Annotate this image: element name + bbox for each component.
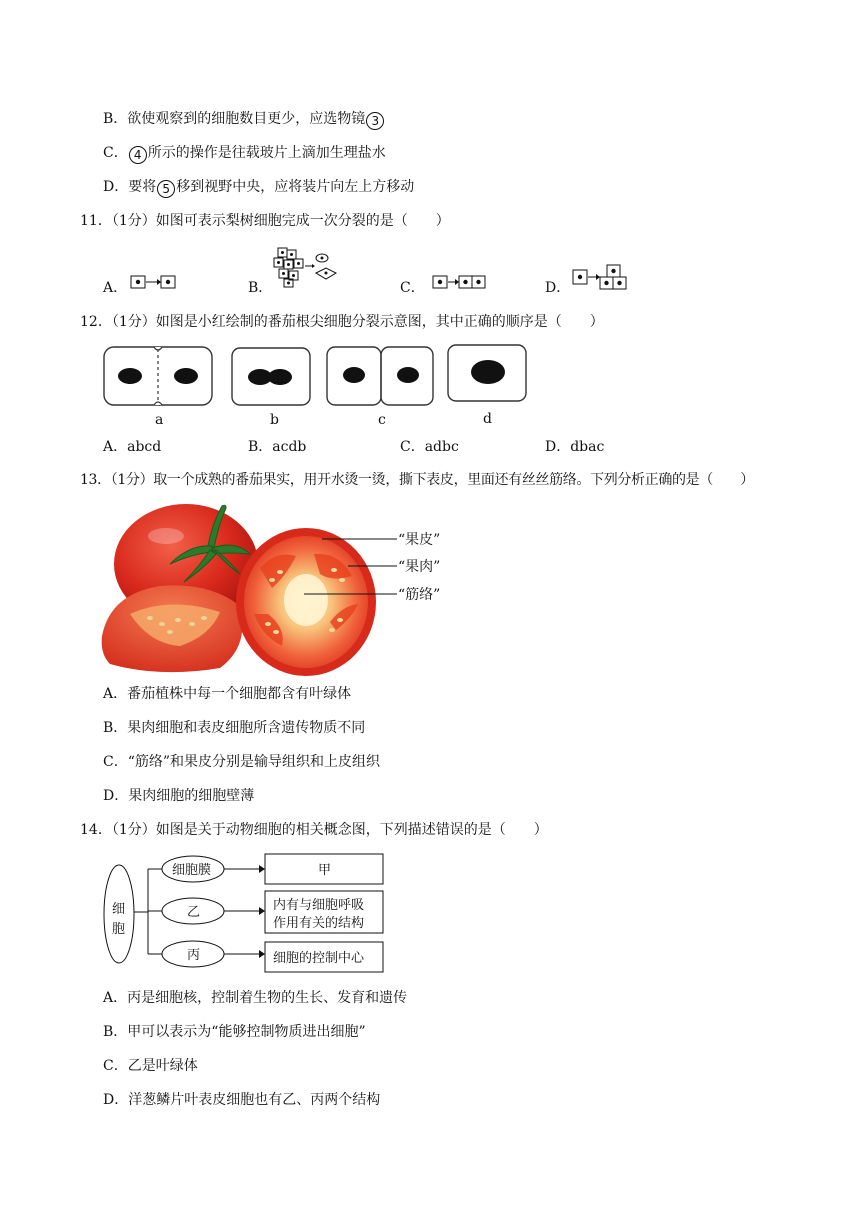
q13-stem: 13．（1分）取一个成熟的番茄果实，用开水烫一烫，撕下表皮，里面还有丝丝筋络。下列分析正确的是（ ） [80,472,754,488]
box-respiration-line2: 作用有关的结构 [273,916,365,931]
q14-concept-map [100,850,400,980]
q11-stem: 11．（1分）如图可表示梨树细胞完成一次分裂的是（ ） [80,213,450,229]
q11-option-b-figure [270,246,340,288]
q14-option-c: C．乙是叶绿体 [103,1058,198,1074]
root-char-2: 胞 [112,922,126,937]
q10-option-d-prefix: D．要将 [103,179,157,195]
q11-option-c-label: C． [400,280,425,296]
q12-cell-d [448,345,526,401]
q10-option-b [103,109,385,130]
box-jia-label: 甲 [318,863,332,878]
node-cell-membrane-label: 细胞膜 [172,863,212,878]
q11-option-d-label: D． [545,280,571,296]
q10-option-c-text: 所示的操作是往载玻片上滴加生理盐水 [147,145,386,161]
q12-option-a: A．abcd [103,439,162,455]
q12-label-d: d [483,411,492,427]
q12-label-b: b [270,412,279,428]
circled-number-4: 4 [129,146,147,164]
q14-stem: 14．（1分）如图是关于动物细胞的相关概念图，下列描述错误的是（ ） [80,822,548,838]
box-respiration-line1: 内有与细胞呼吸 [273,898,365,913]
q12-cell-a [104,347,212,405]
q10-option-c-prefix: C． [103,145,128,161]
label-vein: “筋络” [398,587,441,603]
q10-option-d [103,177,414,198]
q12-label-c: c [378,412,386,428]
q13-option-d: D．果肉细胞的细胞壁薄 [103,788,255,804]
node-yi-label: 乙 [187,905,201,920]
box-control-center-label: 细胞的控制中心 [273,951,365,966]
q12-cell-b [232,348,310,405]
q14-option-b: B．甲可以表示为“能够控制物质进出细胞” [103,1024,366,1040]
q10-option-c [103,143,386,164]
root-char-1: 细 [112,902,126,917]
q13-option-a: A．番茄植株中每一个细胞都含有叶绿体 [103,686,352,702]
label-flesh: “果肉” [398,559,441,575]
q11-option-a-figure [130,274,180,290]
node-bing-label: 丙 [187,948,201,963]
q12-option-c: C．adbc [400,439,459,455]
q14-option-a: A．丙是细胞核，控制着生物的生长、发育和遗传 [103,990,408,1006]
q13-tomato-figure [100,496,460,678]
q13-option-b: B．果肉细胞和表皮细胞所含遗传物质不同 [103,720,366,736]
q12-option-b: B．acdb [248,439,307,455]
q10-option-d-text: 移到视野中央，应将装片向左上方移动 [176,179,415,195]
circled-number-3: 3 [366,112,384,130]
q11-option-b-label: B． [248,280,273,296]
q11-option-a-label: A． [103,280,128,296]
q12-figure [100,344,540,430]
q13-option-c: C．“筋络”和果皮分别是输导组织和上皮组织 [103,754,381,770]
label-peel: “果皮” [398,532,441,548]
circled-number-5: 5 [157,180,175,198]
q12-cell-c [327,347,433,405]
q10-option-b-text: B．欲使观察到的细胞数目更少，应选物镜 [103,111,366,127]
q12-label-a: a [155,412,164,428]
q14-option-d: D．洋葱鳞片叶表皮细胞也有乙、丙两个结构 [103,1092,381,1108]
q11-option-c-figure [432,274,488,290]
q12-stem: 12．（1分）如图是小红绘制的番茄根尖细胞分裂示意图，其中正确的顺序是（ ） [80,314,604,330]
q11-option-d-figure [572,264,632,292]
q12-option-d: D．dbac [545,439,605,455]
